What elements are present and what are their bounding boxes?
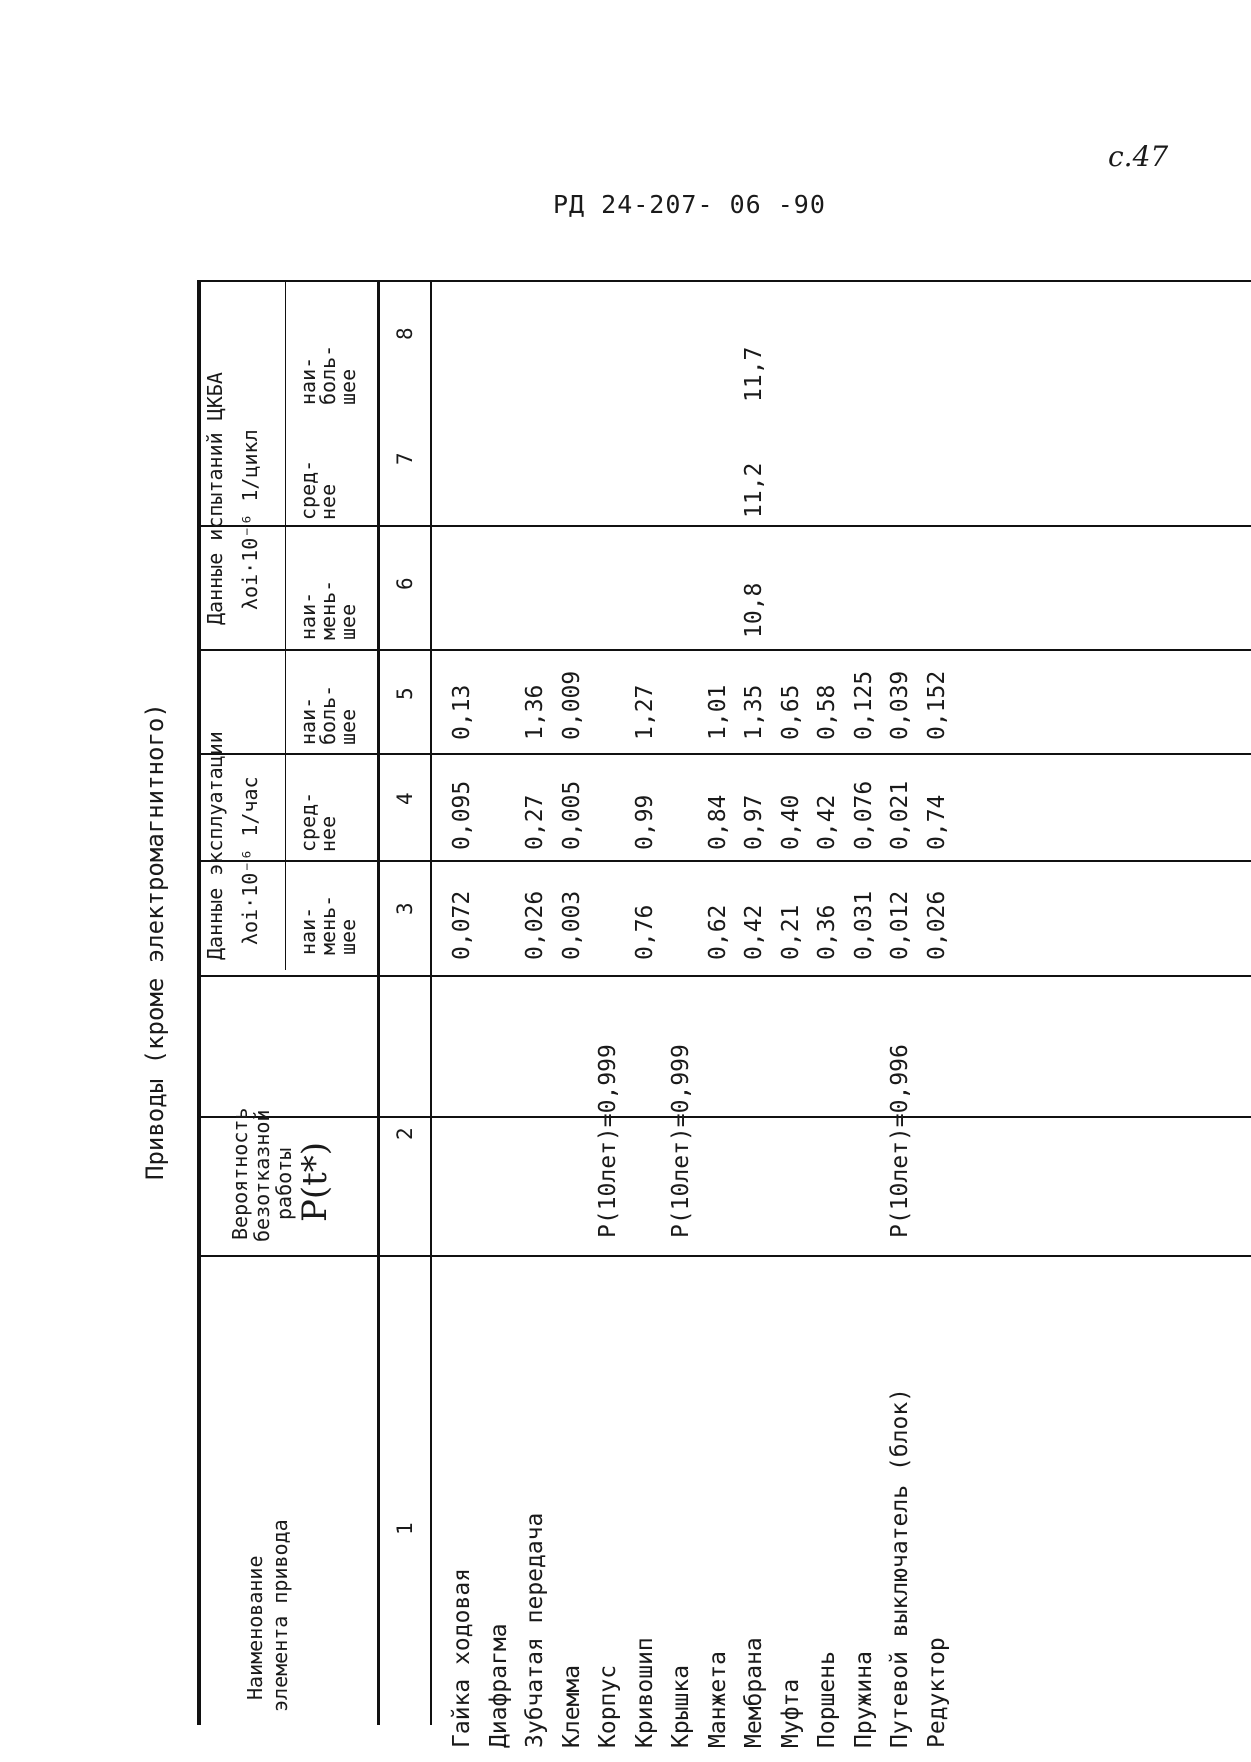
page-number: с.47 [1108,140,1169,173]
colnum-3: 3 [393,902,417,915]
row-avg-value: 0,40 [777,794,804,850]
row-avg-value: 0,84 [704,794,731,850]
col2-header-line2: безотказной [250,1109,274,1242]
rule [197,525,1251,527]
test-min-l3: шее [336,603,360,640]
oper-min-l2: мень- [316,894,340,955]
row-name: Диафрагма [485,1623,512,1748]
test-max-l3: шее [336,368,360,405]
row-p-value: P(10лет)=0,996 [887,1044,913,1238]
row-max-value: 1,01 [704,684,731,740]
oper-max-l3: шее [336,708,360,745]
colnum-4: 4 [393,792,417,805]
row-avg-value: 0,99 [631,794,658,850]
colnum-7: 7 [393,452,417,465]
test-max-l1: наи- [296,356,320,405]
row-max-value: 1,27 [631,684,658,740]
rule [377,280,380,1725]
row-avg-value: 0,27 [522,794,548,850]
row-max-value: 1,35 [741,684,767,740]
rule [197,1255,1251,1257]
row-max-value: 0,039 [887,670,913,740]
row-min-value: 0,003 [558,890,585,960]
row-min-value: 0,072 [449,890,475,960]
row-name: Корпус [595,1664,621,1748]
col2-header-line4: P(t*) [295,1141,335,1222]
oper-avg-l2: нее [316,815,340,852]
row-min-value: 0,62 [704,904,731,960]
test-group-line1: Данные испытаний ЦКБА [203,372,227,625]
row-max-value: 0,152 [923,670,950,740]
oper-group-line2: λоi·10⁻⁶ 1/час [238,776,262,945]
row-min-value: 0,026 [522,890,548,960]
oper-avg-l1: сред- [296,791,320,852]
row-avg-value: 0,42 [814,794,840,850]
row-avg-value: 0,005 [558,780,585,850]
row-name: Муфта [777,1678,804,1748]
rule [197,975,1251,977]
oper-min-l1: наи- [296,906,320,955]
test-group-line2: λоi·10⁻⁶ 1/цикл [238,429,262,610]
row-name: Пружина [850,1651,877,1748]
row-max-value: 0,13 [449,684,475,740]
row-min-value: 0,42 [741,904,767,960]
row-max-value: 0,125 [850,670,877,740]
oper-max-l1: наи- [296,696,320,745]
colnum-2: 2 [393,1127,417,1140]
test-min-l2: мень- [316,579,340,640]
row-p-value: P(10лет)=0,999 [668,1044,694,1238]
rule [197,860,1251,862]
rule [430,280,432,1725]
row-p-value: P(10лет)=0,999 [595,1044,621,1238]
row-tavg-value: 11,2 [741,462,767,518]
row-min-value: 0,031 [850,890,877,960]
row-avg-value: 0,076 [850,780,877,850]
row-max-value: 0,58 [814,684,840,740]
oper-group-line1: Данные эксплуатации [203,731,227,960]
row-name: Поршень [814,1651,840,1748]
col1-header-line1: Наименование [243,1555,267,1700]
row-avg-value: 0,97 [741,794,767,850]
rule [197,280,1251,282]
row-name: Крышка [668,1664,694,1748]
row-name: Кривошип [631,1637,658,1748]
row-name: Зубчатая передача [522,1512,548,1748]
document-number: РД 24-207- 06 -90 [553,190,826,219]
oper-max-l2: боль- [316,684,340,745]
colnum-6: 6 [393,577,417,590]
row-name: Путевой выключатель (блок) [887,1387,913,1748]
col2-header-line3: работы [272,1147,296,1220]
test-max-l2: боль- [316,344,340,405]
colnum-1: 1 [393,1522,417,1535]
row-name: Гайка ходовая [449,1567,475,1748]
rule [197,753,1251,755]
row-avg-value: 0,095 [449,780,475,850]
test-min-l1: наи- [296,591,320,640]
row-max-value: 0,65 [777,684,804,740]
col2-header-line1: Вероятность [228,1107,252,1240]
col1-header-line2: элемента привода [268,1519,292,1712]
row-max-value: 1,36 [522,684,548,740]
oper-min-l3: шее [336,918,360,955]
row-avg-value: 0,74 [923,794,950,850]
row-name: Мембрана [741,1637,767,1748]
row-min-value: 0,76 [631,904,658,960]
colnum-5: 5 [393,687,417,700]
row-min-value: 0,012 [887,890,913,960]
row-tmin-value: 10,8 [741,582,767,638]
row-name: Редуктор [923,1637,950,1748]
row-min-value: 0,026 [923,890,950,960]
left-border [197,280,201,1725]
rule [285,280,286,970]
row-name: Манжета [704,1651,731,1748]
rule [197,1116,1251,1118]
table-title: Приводы (кроме электромагнитного) [141,703,169,1180]
test-avg-l1: сред- [296,459,320,520]
row-name: Клемма [558,1664,585,1748]
colnum-8: 8 [393,327,417,340]
rule [197,649,1251,651]
row-min-value: 0,21 [777,904,804,960]
row-min-value: 0,36 [814,904,840,960]
row-avg-value: 0,021 [887,780,913,850]
row-tmax-value: 11,7 [741,346,767,402]
test-avg-l2: нее [316,483,340,520]
row-max-value: 0,009 [558,670,585,740]
